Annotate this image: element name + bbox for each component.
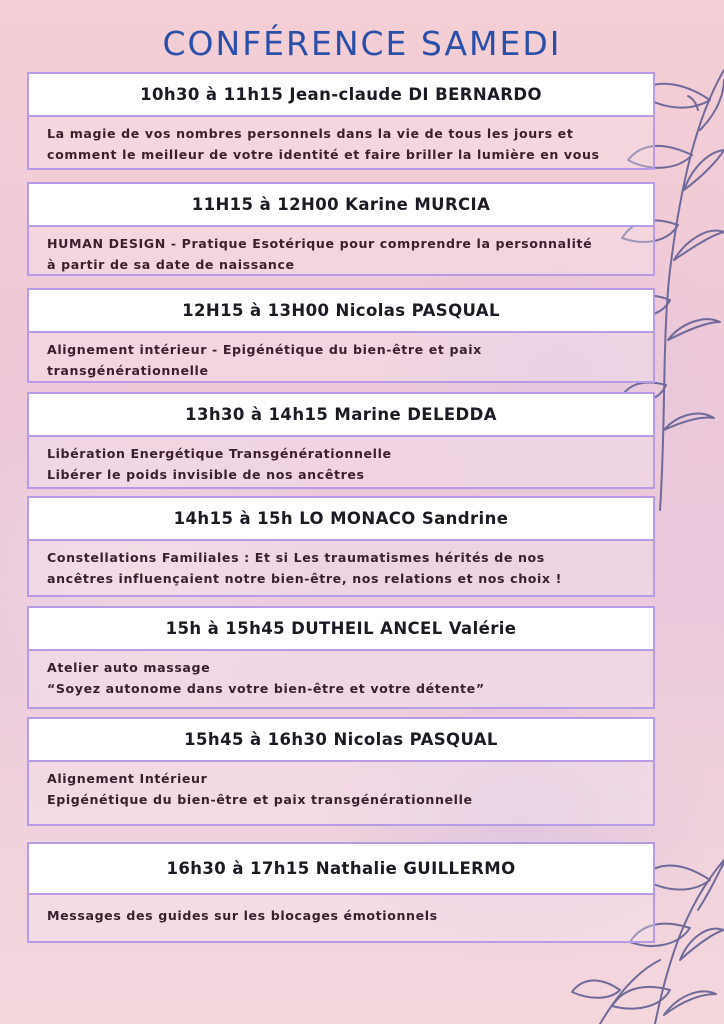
description-line: Libération Energétique Transgénérationnelle — [47, 446, 392, 461]
session-description — [27, 762, 655, 826]
session-header: 12H15 à 13H00 Nicolas PASQUAL — [27, 288, 655, 333]
description-line: ancêtres influençaient notre bien-être, nos relations et nos choix ! — [47, 571, 562, 586]
description-line: HUMAN DESIGN - Pratique Esotérique pour comprendre la personnalité — [47, 236, 593, 251]
description-line: Constellations Familiales : Et si Les traumatismes hérités de nos — [47, 550, 545, 565]
session-6 — [27, 606, 655, 709]
session-4 — [27, 392, 655, 489]
description-line: Epigénétique du bien-être et paix transgénérationnelle — [47, 792, 473, 807]
session-description — [27, 227, 655, 276]
description-line: La magie de vos nombres personnels dans la vie de tous les jours et — [47, 126, 574, 141]
session-description — [27, 117, 655, 170]
description-line: Libérer le poids invisible de nos ancêtres — [47, 467, 365, 482]
description-line: Messages des guides sur les blocages émotionnels — [47, 908, 438, 923]
session-header: 16h30 à 17h15 Nathalie GUILLERMO — [27, 842, 655, 895]
description-line: Atelier auto massage — [47, 660, 211, 675]
session-3 — [27, 288, 655, 383]
session-header: 11H15 à 12H00 Karine MURCIA — [27, 182, 655, 227]
session-7 — [27, 717, 655, 826]
description-line: transgénérationnelle — [47, 363, 209, 378]
session-1 — [27, 72, 655, 170]
session-2 — [27, 182, 655, 276]
session-description — [27, 437, 655, 489]
description-line: Alignement Intérieur — [47, 771, 208, 786]
session-description — [27, 333, 655, 383]
description-line: “Soyez autonome dans votre bien-être et votre détente” — [47, 681, 485, 696]
session-header: 10h30 à 11h15 Jean-claude DI BERNARDO — [27, 72, 655, 117]
session-8 — [27, 842, 655, 943]
session-header: 15h45 à 16h30 Nicolas PASQUAL — [27, 717, 655, 762]
description-line: comment le meilleur de votre identité et faire briller la lumière en vous — [47, 147, 600, 162]
session-header: 14h15 à 15h LO MONACO Sandrine — [27, 496, 655, 541]
description-line: à partir de sa date de naissance — [47, 257, 295, 272]
page-title: CONFÉRENCE SAMEDI — [162, 24, 562, 63]
session-5 — [27, 496, 655, 597]
description-line: Alignement intérieur - Epigénétique du bien-être et paix — [47, 342, 482, 357]
session-header: 15h à 15h45 DUTHEIL ANCEL Valérie — [27, 606, 655, 651]
session-description — [27, 895, 655, 943]
session-description — [27, 541, 655, 597]
session-header: 13h30 à 14h15 Marine DELEDDA — [27, 392, 655, 437]
session-description — [27, 651, 655, 709]
